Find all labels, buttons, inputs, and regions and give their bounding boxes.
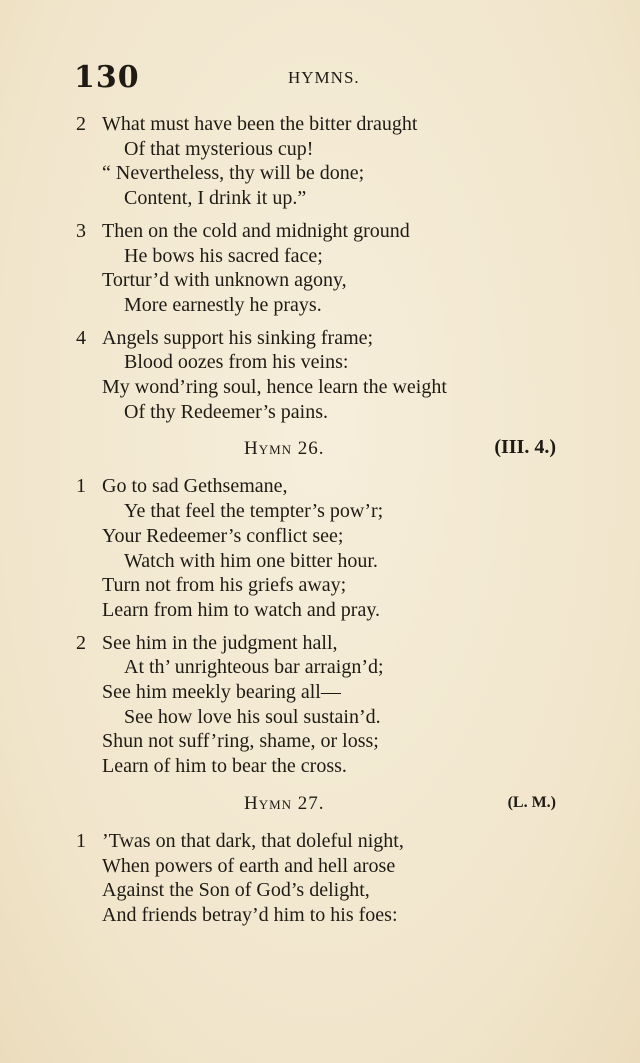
verse-line: Watch with him one bitter hour.: [124, 549, 378, 572]
hymn-text: [76, 112, 576, 936]
verse-line: Of that mysterious cup!: [124, 137, 314, 160]
verse-line: Go to sad Gethsemane,: [102, 475, 288, 498]
stanza-number: 2: [76, 113, 86, 135]
page-number: 130: [74, 60, 140, 95]
stanza: [76, 219, 576, 318]
verse-line: “ Nevertheless, thy will be done;: [102, 162, 365, 185]
hymn-meter: (III. 4.): [494, 436, 556, 459]
hymn-title: Hymn 27.: [244, 792, 325, 814]
verse-line: What must have been the bitter draught: [102, 113, 418, 135]
stanza-number: 3: [76, 219, 86, 242]
stanza-number: 1: [76, 829, 86, 852]
verse-line: And friends betray’d him to his foes:: [102, 903, 398, 926]
verse-line: Blood oozes from his veins:: [124, 351, 349, 374]
verse-line: When powers of earth and hell arose: [102, 854, 396, 877]
stanza: [76, 829, 576, 928]
hymn-meter: (L. M.): [507, 793, 556, 811]
stanza: [76, 112, 576, 211]
hymn-title: Hymn 26.: [244, 438, 325, 460]
stanza-number: 4: [76, 326, 86, 349]
verse-line: Learn of him to bear the cross.: [102, 755, 347, 778]
hymn-heading: [76, 432, 576, 472]
verse-line: My wond’ring soul, hence learn the weight: [102, 376, 447, 399]
verse-line: Shun not suff’ring, shame, or loss;: [102, 730, 379, 753]
verse-line: ’Twas on that dark, that doleful night,: [102, 829, 404, 852]
stanza: [76, 326, 576, 425]
verse-line: Turn not from his griefs away;: [102, 574, 347, 597]
verse-line: Content, I drink it up.”: [124, 187, 307, 210]
verse-line: At th’ unrighteous bar arraign’d;: [124, 656, 384, 679]
running-head: HYMNS.: [288, 68, 360, 87]
verse-line: He bows his sacred face;: [124, 244, 323, 267]
stanza: [76, 631, 576, 779]
verse-line: Ye that feel the tempter’s pow’r;: [124, 500, 384, 523]
verse-line: See him meekly bearing all—: [102, 681, 341, 704]
hymn-heading: [76, 787, 576, 827]
verse-line: Then on the cold and midnight ground: [102, 219, 410, 242]
verse-line: See how love his soul sustain’d.: [124, 705, 381, 728]
verse-line: Learn from him to watch and pray.: [102, 598, 381, 621]
verse-line: See him in the judgment hall,: [102, 631, 338, 654]
verse-line: Against the Son of God’s delight,: [102, 879, 370, 902]
verse-line: Tortur’d with unknown agony,: [102, 269, 347, 292]
stanza-number: 1: [76, 475, 86, 498]
verse-line: Angels support his sinking frame;: [102, 326, 374, 349]
verse-line: Your Redeemer’s conflict see;: [102, 524, 344, 547]
stanza: [76, 474, 576, 622]
page-header: [0, 60, 640, 100]
verse-line: Of thy Redeemer’s pains.: [124, 400, 329, 423]
verse-line: More earnestly he prays.: [124, 293, 322, 316]
stanza-number: 2: [76, 631, 86, 654]
